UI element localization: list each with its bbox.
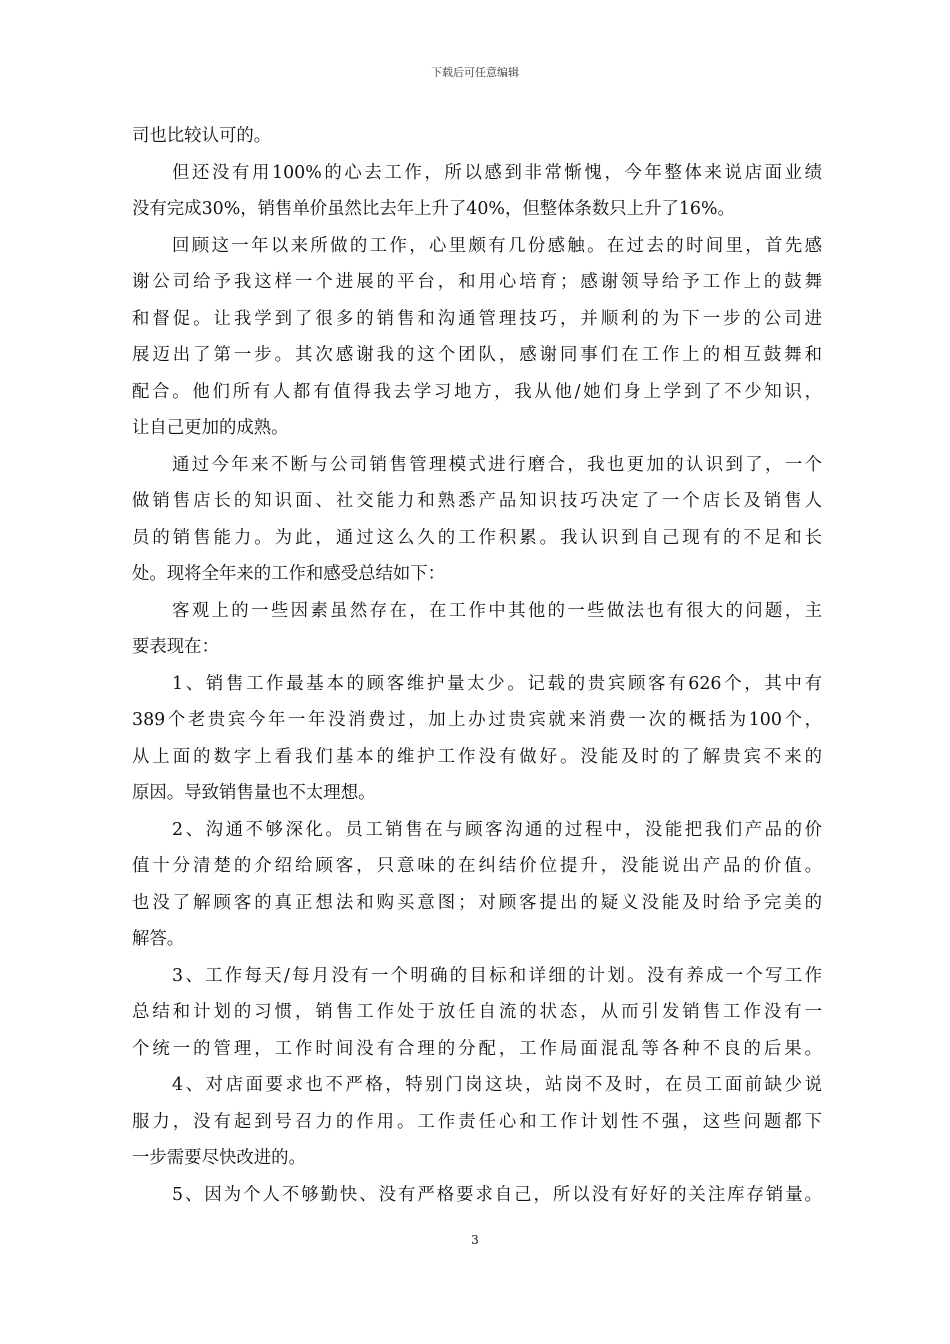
text-line: 但还没有用100%的心去工作，所以感到非常惭愧，今年整体来说店面业绩 [172, 162, 822, 183]
text-line: 原因。导致销售量也不太理想。 [132, 783, 376, 803]
text-line: 从上面的数字上看我们基本的维护工作没有做好。没能及时的了解贵宾不来的 [132, 746, 822, 767]
document-body [132, 118, 822, 1213]
text-line: 配合。他们所有人都有值得我去学习地方，我从他/她们身上学到了不少知识， [132, 381, 822, 402]
text-line: 4、对店面要求也不严格，特别门岗这块，站岗不及时，在员工面前缺少说 [172, 1075, 822, 1095]
text-line: 处。现将全年来的工作和感受总结如下： [132, 564, 446, 584]
text-line: 也没了解顾客的真正想法和购买意图；对顾客提出的疑义没能及时给予完美的 [132, 892, 822, 913]
text-line: 总结和计划的习惯，销售工作处于放任自流的状态，从而引发销售工作没有一 [132, 1002, 822, 1022]
text-line: 389个老贵宾今年一年没消费过，加上办过贵宾就来消费一次的概括为100个， [132, 710, 822, 730]
text-line: 让自己更加的成熟。 [132, 418, 289, 438]
text-line: 一步需要尽快改进的。 [132, 1148, 306, 1168]
text-line: 客观上的一些因素虽然存在，在工作中其他的一些做法也有很大的问题，主 [172, 600, 822, 621]
text-line: 做销售店长的知识面、社交能力和熟悉产品知识技巧决定了一个店长及销售人 [132, 491, 822, 511]
text-line: 和督促。让我学到了很多的销售和沟通管理技巧，并顺利的为下一步的公司进 [132, 308, 822, 329]
page-header: 下载后可任意编辑 [431, 66, 519, 79]
text-line: 1、销售工作最基本的顾客维护量太少。记载的贵宾顾客有626个，其中有 [172, 673, 822, 694]
text-line: 2、沟通不够深化。员工销售在与顾客沟通的过程中，没能把我们产品的价 [172, 819, 822, 840]
text-line: 5、因为个人不够勤快、没有严格要求自己，所以没有好好的关注库存销量。 [172, 1184, 822, 1205]
text-line: 通过今年来不断与公司销售管理模式进行磨合，我也更加的认识到了，一个 [172, 454, 822, 475]
text-line: 员的销售能力。为此，通过这么久的工作积累。我认识到自己现有的不足和长 [132, 527, 822, 548]
text-line: 要表现在： [132, 637, 219, 657]
text-line: 司也比较认可的。 [132, 126, 272, 146]
page-number: 3 [471, 1233, 479, 1247]
text-line: 回顾这一年以来所做的工作，心里颇有几份感触。在过去的时间里，首先感 [172, 235, 822, 256]
text-line: 服力，没有起到号召力的作用。工作责任心和工作计划性不强，这些问题都下 [132, 1111, 822, 1132]
text-line: 值十分清楚的介绍给顾客，只意味的在纠结价位提升，没能说出产品的价值。 [132, 856, 822, 876]
text-line: 没有完成30%，销售单价虽然比去年上升了40%，但整体条数只上升了16%。 [132, 199, 735, 219]
text-line: 解答。 [132, 929, 185, 949]
text-line: 个统一的管理，工作时间没有合理的分配，工作局面混乱等各种不良的后果。 [132, 1038, 822, 1059]
text-line: 谢公司给予我这样一个进展的平台，和用心培育；感谢领导给予工作上的鼓舞 [132, 272, 822, 292]
text-line: 展迈出了第一步。其次感谢我的这个团队，感谢同事们在工作上的相互鼓舞和 [132, 345, 822, 365]
text-line: 3、工作每天/每月没有一个明确的目标和详细的计划。没有养成一个写工作 [172, 965, 822, 986]
